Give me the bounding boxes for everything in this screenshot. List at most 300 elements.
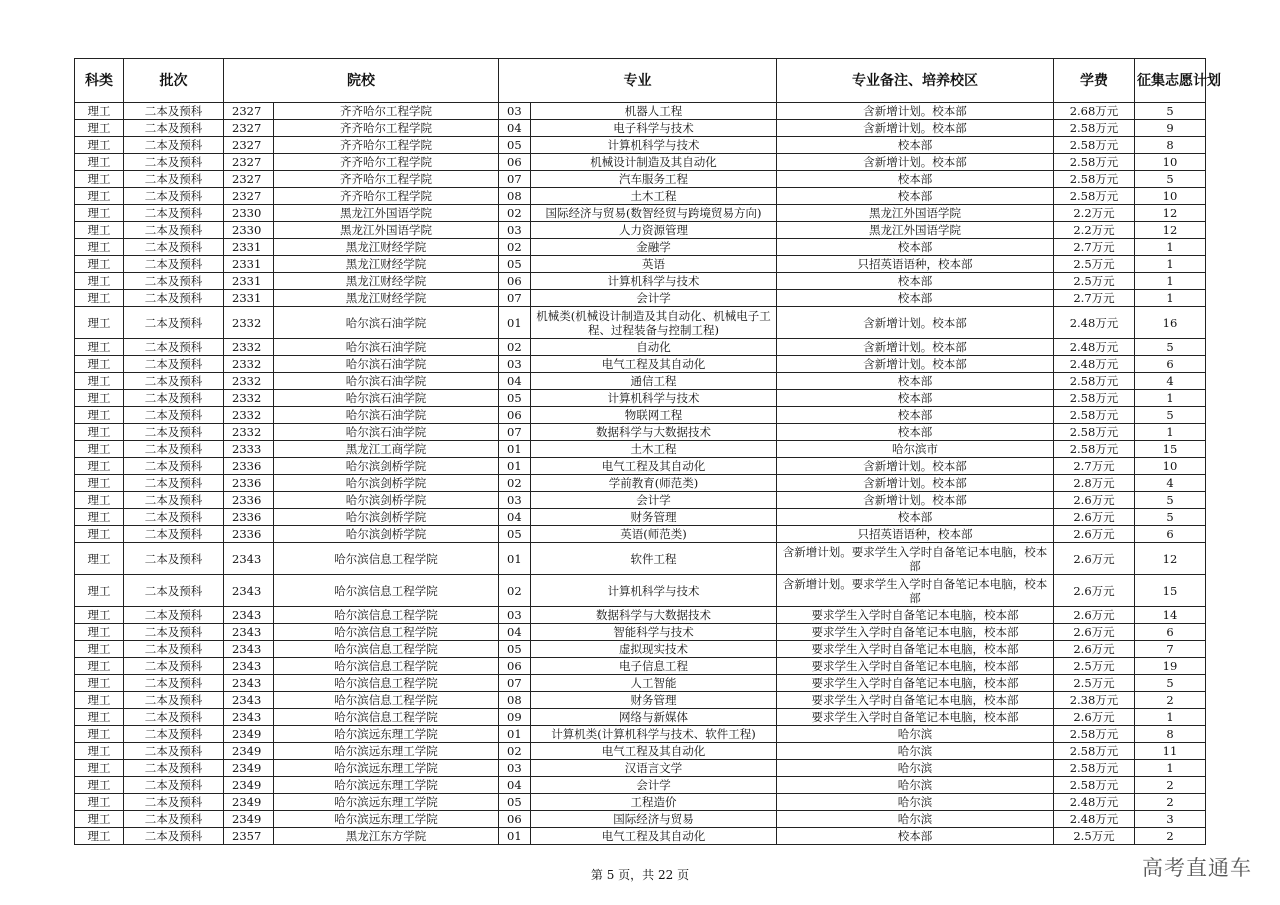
cell-pici: 二本及预科 <box>124 743 224 760</box>
cell-kelei: 理工 <box>75 543 124 575</box>
cell-plan: 7 <box>1135 641 1206 658</box>
cell-fee: 2.48万元 <box>1054 811 1135 828</box>
cell-fee: 2.6万元 <box>1054 575 1135 607</box>
cell-school-code: 2343 <box>224 624 274 641</box>
cell-major: 财务管理 <box>531 692 777 709</box>
cell-school: 哈尔滨远东理工学院 <box>274 760 499 777</box>
cell-school: 黑龙江财经学院 <box>274 290 499 307</box>
cell-pici: 二本及预科 <box>124 811 224 828</box>
cell-major-code: 06 <box>499 811 531 828</box>
cell-pici: 二本及预科 <box>124 692 224 709</box>
table-row <box>75 458 1206 475</box>
cell-major-code: 02 <box>499 205 531 222</box>
cell-major-code: 05 <box>499 794 531 811</box>
table-row <box>75 692 1206 709</box>
cell-school: 哈尔滨信息工程学院 <box>274 709 499 726</box>
cell-major: 财务管理 <box>531 509 777 526</box>
cell-major-code: 01 <box>499 828 531 845</box>
cell-note: 哈尔滨 <box>777 743 1054 760</box>
cell-plan: 1 <box>1135 760 1206 777</box>
cell-school-code: 2343 <box>224 675 274 692</box>
cell-fee: 2.58万元 <box>1054 120 1135 137</box>
table-row <box>75 509 1206 526</box>
table-row <box>75 188 1206 205</box>
table-row <box>75 641 1206 658</box>
cell-kelei: 理工 <box>75 828 124 845</box>
admission-table <box>74 58 1221 845</box>
cell-kelei: 理工 <box>75 726 124 743</box>
cell-fee: 2.58万元 <box>1054 188 1135 205</box>
cell-major: 数据科学与大数据技术 <box>531 424 777 441</box>
cell-kelei: 理工 <box>75 307 124 339</box>
cell-school: 齐齐哈尔工程学院 <box>274 120 499 137</box>
cell-school: 哈尔滨石油学院 <box>274 390 499 407</box>
cell-major: 金融学 <box>531 239 777 256</box>
cell-plan: 6 <box>1135 526 1206 543</box>
cell-school-code: 2327 <box>224 171 274 188</box>
cell-fee: 2.48万元 <box>1054 356 1135 373</box>
cell-major: 国际经济与贸易 <box>531 811 777 828</box>
cell-plan: 2 <box>1135 794 1206 811</box>
cell-school-code: 2336 <box>224 475 274 492</box>
cell-major: 工程造价 <box>531 794 777 811</box>
cell-fee: 2.48万元 <box>1054 307 1135 339</box>
cell-note: 哈尔滨 <box>777 811 1054 828</box>
cell-school: 哈尔滨信息工程学院 <box>274 675 499 692</box>
cell-kelei: 理工 <box>75 290 124 307</box>
cell-school: 哈尔滨信息工程学院 <box>274 641 499 658</box>
cell-kelei: 理工 <box>75 407 124 424</box>
cell-major: 会计学 <box>531 492 777 509</box>
cell-school-code: 2349 <box>224 794 274 811</box>
cell-plan: 4 <box>1135 475 1206 492</box>
cell-pici: 二本及预科 <box>124 137 224 154</box>
cell-school-code: 2343 <box>224 575 274 607</box>
cell-note: 含新增计划。要求学生入学时自备笔记本电脑，校本部 <box>777 575 1054 607</box>
cell-major-code: 06 <box>499 658 531 675</box>
cell-fee: 2.6万元 <box>1054 624 1135 641</box>
cell-major-code: 07 <box>499 424 531 441</box>
header-row <box>75 59 1206 103</box>
cell-school-code: 2331 <box>224 239 274 256</box>
cell-major-code: 05 <box>499 526 531 543</box>
cell-kelei: 理工 <box>75 103 124 120</box>
cell-school-code: 2327 <box>224 137 274 154</box>
cell-major: 计算机科学与技术 <box>531 575 777 607</box>
cell-pici: 二本及预科 <box>124 373 224 390</box>
cell-major: 电气工程及其自动化 <box>531 356 777 373</box>
cell-school: 哈尔滨远东理工学院 <box>274 777 499 794</box>
cell-school-code: 2332 <box>224 307 274 339</box>
cell-major: 人力资源管理 <box>531 222 777 239</box>
cell-fee: 2.58万元 <box>1054 137 1135 154</box>
cell-major: 网络与新媒体 <box>531 709 777 726</box>
cell-pici: 二本及预科 <box>124 624 224 641</box>
cell-school: 哈尔滨石油学院 <box>274 373 499 390</box>
cell-plan: 1 <box>1135 239 1206 256</box>
cell-kelei: 理工 <box>75 339 124 356</box>
cell-kelei: 理工 <box>75 273 124 290</box>
cell-kelei: 理工 <box>75 239 124 256</box>
cell-major-code: 05 <box>499 137 531 154</box>
cell-school-code: 2330 <box>224 222 274 239</box>
table-row <box>75 120 1206 137</box>
cell-note: 校本部 <box>777 390 1054 407</box>
cell-school: 哈尔滨剑桥学院 <box>274 526 499 543</box>
cell-school: 哈尔滨剑桥学院 <box>274 509 499 526</box>
cell-plan: 5 <box>1135 171 1206 188</box>
cell-school: 哈尔滨远东理工学院 <box>274 726 499 743</box>
table-row <box>75 543 1206 575</box>
cell-fee: 2.48万元 <box>1054 339 1135 356</box>
cell-plan: 1 <box>1135 290 1206 307</box>
cell-school-code: 2343 <box>224 607 274 624</box>
cell-school: 哈尔滨石油学院 <box>274 307 499 339</box>
table-row <box>75 726 1206 743</box>
table-row <box>75 103 1206 120</box>
cell-school-code: 2336 <box>224 492 274 509</box>
cell-major-code: 07 <box>499 290 531 307</box>
cell-school-code: 2332 <box>224 424 274 441</box>
cell-pici: 二本及预科 <box>124 475 224 492</box>
cell-school: 哈尔滨信息工程学院 <box>274 624 499 641</box>
cell-note: 含新增计划。校本部 <box>777 458 1054 475</box>
table-row <box>75 675 1206 692</box>
cell-note: 含新增计划。校本部 <box>777 103 1054 120</box>
cell-pici: 二本及预科 <box>124 307 224 339</box>
cell-pici: 二本及预科 <box>124 390 224 407</box>
cell-pici: 二本及预科 <box>124 658 224 675</box>
cell-major: 英语(师范类) <box>531 526 777 543</box>
cell-major-code: 03 <box>499 607 531 624</box>
cell-pici: 二本及预科 <box>124 171 224 188</box>
cell-school-code: 2332 <box>224 356 274 373</box>
cell-fee: 2.58万元 <box>1054 390 1135 407</box>
cell-note: 校本部 <box>777 188 1054 205</box>
cell-major-code: 08 <box>499 188 531 205</box>
table-row <box>75 373 1206 390</box>
header-fee: 学费 <box>1054 59 1135 103</box>
table-row <box>75 256 1206 273</box>
cell-school: 哈尔滨剑桥学院 <box>274 492 499 509</box>
cell-school-code: 2332 <box>224 339 274 356</box>
cell-pici: 二本及预科 <box>124 188 224 205</box>
cell-kelei: 理工 <box>75 658 124 675</box>
cell-plan: 3 <box>1135 811 1206 828</box>
cell-kelei: 理工 <box>75 709 124 726</box>
cell-pici: 二本及预科 <box>124 239 224 256</box>
cell-plan: 8 <box>1135 726 1206 743</box>
cell-school: 哈尔滨信息工程学院 <box>274 607 499 624</box>
cell-school-code: 2343 <box>224 641 274 658</box>
table-row <box>75 658 1206 675</box>
cell-major: 人工智能 <box>531 675 777 692</box>
cell-kelei: 理工 <box>75 154 124 171</box>
cell-major-code: 07 <box>499 675 531 692</box>
cell-major: 软件工程 <box>531 543 777 575</box>
cell-fee: 2.58万元 <box>1054 154 1135 171</box>
cell-school-code: 2357 <box>224 828 274 845</box>
cell-fee: 2.58万元 <box>1054 441 1135 458</box>
cell-school: 齐齐哈尔工程学院 <box>274 171 499 188</box>
cell-pici: 二本及预科 <box>124 407 224 424</box>
cell-major: 计算机科学与技术 <box>531 390 777 407</box>
cell-major: 电气工程及其自动化 <box>531 743 777 760</box>
cell-note: 哈尔滨市 <box>777 441 1054 458</box>
cell-plan: 5 <box>1135 339 1206 356</box>
cell-school: 哈尔滨信息工程学院 <box>274 543 499 575</box>
cell-fee: 2.2万元 <box>1054 222 1135 239</box>
cell-school-code: 2349 <box>224 811 274 828</box>
cell-fee: 2.58万元 <box>1054 743 1135 760</box>
cell-plan: 1 <box>1135 390 1206 407</box>
cell-fee: 2.6万元 <box>1054 543 1135 575</box>
cell-major: 汉语言文学 <box>531 760 777 777</box>
cell-fee: 2.8万元 <box>1054 475 1135 492</box>
cell-note: 要求学生入学时自备笔记本电脑，校本部 <box>777 675 1054 692</box>
table-row <box>75 526 1206 543</box>
cell-school: 齐齐哈尔工程学院 <box>274 103 499 120</box>
cell-major-code: 02 <box>499 239 531 256</box>
cell-school: 哈尔滨远东理工学院 <box>274 794 499 811</box>
cell-school: 哈尔滨石油学院 <box>274 339 499 356</box>
cell-note: 校本部 <box>777 137 1054 154</box>
cell-fee: 2.7万元 <box>1054 239 1135 256</box>
cell-school-code: 2343 <box>224 658 274 675</box>
table-row <box>75 575 1206 607</box>
cell-fee: 2.58万元 <box>1054 726 1135 743</box>
cell-school-code: 2349 <box>224 760 274 777</box>
cell-pici: 二本及预科 <box>124 828 224 845</box>
cell-school: 哈尔滨剑桥学院 <box>274 475 499 492</box>
cell-school-code: 2327 <box>224 103 274 120</box>
cell-kelei: 理工 <box>75 137 124 154</box>
cell-school-code: 2331 <box>224 290 274 307</box>
cell-fee: 2.5万元 <box>1054 828 1135 845</box>
cell-major-code: 02 <box>499 743 531 760</box>
table-row <box>75 171 1206 188</box>
table-row <box>75 794 1206 811</box>
table-row <box>75 607 1206 624</box>
cell-kelei: 理工 <box>75 120 124 137</box>
table-row <box>75 709 1206 726</box>
cell-plan: 2 <box>1135 777 1206 794</box>
table-row <box>75 828 1206 845</box>
cell-plan: 10 <box>1135 188 1206 205</box>
cell-pici: 二本及预科 <box>124 641 224 658</box>
cell-major-code: 05 <box>499 390 531 407</box>
cell-plan: 8 <box>1135 137 1206 154</box>
cell-fee: 2.58万元 <box>1054 777 1135 794</box>
cell-plan: 5 <box>1135 407 1206 424</box>
table-row <box>75 239 1206 256</box>
cell-school: 哈尔滨石油学院 <box>274 356 499 373</box>
cell-pici: 二本及预科 <box>124 103 224 120</box>
cell-major: 会计学 <box>531 290 777 307</box>
cell-major-code: 07 <box>499 171 531 188</box>
cell-pici: 二本及预科 <box>124 290 224 307</box>
cell-kelei: 理工 <box>75 811 124 828</box>
cell-school-code: 2327 <box>224 120 274 137</box>
cell-note: 要求学生入学时自备笔记本电脑，校本部 <box>777 709 1054 726</box>
cell-major-code: 09 <box>499 709 531 726</box>
cell-school: 齐齐哈尔工程学院 <box>274 188 499 205</box>
cell-fee: 2.58万元 <box>1054 373 1135 390</box>
cell-pici: 二本及预科 <box>124 794 224 811</box>
cell-plan: 12 <box>1135 205 1206 222</box>
cell-kelei: 理工 <box>75 794 124 811</box>
cell-major-code: 04 <box>499 120 531 137</box>
table-row <box>75 475 1206 492</box>
cell-note: 含新增计划。校本部 <box>777 120 1054 137</box>
cell-kelei: 理工 <box>75 222 124 239</box>
cell-major-code: 05 <box>499 641 531 658</box>
cell-note: 含新增计划。校本部 <box>777 154 1054 171</box>
cell-pici: 二本及预科 <box>124 509 224 526</box>
cell-kelei: 理工 <box>75 692 124 709</box>
cell-major: 土木工程 <box>531 188 777 205</box>
cell-kelei: 理工 <box>75 475 124 492</box>
cell-major: 虚拟现实技术 <box>531 641 777 658</box>
cell-note: 要求学生入学时自备笔记本电脑，校本部 <box>777 624 1054 641</box>
cell-fee: 2.58万元 <box>1054 171 1135 188</box>
table-row <box>75 811 1206 828</box>
cell-plan: 5 <box>1135 675 1206 692</box>
cell-pici: 二本及预科 <box>124 777 224 794</box>
cell-note: 哈尔滨 <box>777 777 1054 794</box>
cell-major: 自动化 <box>531 339 777 356</box>
header-major: 专业 <box>499 59 777 103</box>
cell-major-code: 08 <box>499 692 531 709</box>
table-row <box>75 205 1206 222</box>
cell-note: 含新增计划。校本部 <box>777 339 1054 356</box>
cell-major-code: 02 <box>499 475 531 492</box>
cell-note: 校本部 <box>777 828 1054 845</box>
cell-fee: 2.5万元 <box>1054 273 1135 290</box>
cell-pici: 二本及预科 <box>124 492 224 509</box>
cell-major-code: 04 <box>499 624 531 641</box>
cell-pici: 二本及预科 <box>124 273 224 290</box>
cell-fee: 2.6万元 <box>1054 509 1135 526</box>
table-row <box>75 390 1206 407</box>
cell-school-code: 2343 <box>224 709 274 726</box>
cell-major: 智能科学与技术 <box>531 624 777 641</box>
cell-major-code: 06 <box>499 273 531 290</box>
table-row <box>75 441 1206 458</box>
cell-note: 校本部 <box>777 171 1054 188</box>
cell-note: 含新增计划。校本部 <box>777 307 1054 339</box>
cell-major-code: 04 <box>499 373 531 390</box>
cell-plan: 1 <box>1135 709 1206 726</box>
cell-school-code: 2332 <box>224 373 274 390</box>
cell-fee: 2.7万元 <box>1054 458 1135 475</box>
cell-kelei: 理工 <box>75 424 124 441</box>
cell-major: 物联网工程 <box>531 407 777 424</box>
cell-plan: 1 <box>1135 273 1206 290</box>
cell-major-code: 02 <box>499 339 531 356</box>
cell-major: 电气工程及其自动化 <box>531 458 777 475</box>
table-row <box>75 154 1206 171</box>
cell-pici: 二本及预科 <box>124 120 224 137</box>
cell-note: 只招英语语种，校本部 <box>777 256 1054 273</box>
cell-major: 电子信息工程 <box>531 658 777 675</box>
cell-pici: 二本及预科 <box>124 575 224 607</box>
cell-pici: 二本及预科 <box>124 526 224 543</box>
cell-kelei: 理工 <box>75 575 124 607</box>
table-body <box>75 103 1206 845</box>
cell-major-code: 06 <box>499 407 531 424</box>
cell-school: 哈尔滨信息工程学院 <box>274 575 499 607</box>
cell-major: 会计学 <box>531 777 777 794</box>
cell-pici: 二本及预科 <box>124 458 224 475</box>
cell-pici: 二本及预科 <box>124 222 224 239</box>
table-row <box>75 273 1206 290</box>
cell-school: 黑龙江东方学院 <box>274 828 499 845</box>
cell-plan: 2 <box>1135 692 1206 709</box>
cell-school-code: 2349 <box>224 726 274 743</box>
cell-major: 计算机科学与技术 <box>531 273 777 290</box>
cell-plan: 2 <box>1135 828 1206 845</box>
cell-fee: 2.2万元 <box>1054 205 1135 222</box>
cell-major-code: 01 <box>499 543 531 575</box>
cell-note: 要求学生入学时自备笔记本电脑，校本部 <box>777 658 1054 675</box>
cell-plan: 5 <box>1135 509 1206 526</box>
cell-fee: 2.58万元 <box>1054 760 1135 777</box>
cell-note: 含新增计划。校本部 <box>777 356 1054 373</box>
cell-note: 含新增计划。要求学生入学时自备笔记本电脑，校本部 <box>777 543 1054 575</box>
table-row <box>75 339 1206 356</box>
cell-kelei: 理工 <box>75 356 124 373</box>
page-footer: 第 5 页，共 22 页 <box>590 868 690 882</box>
cell-school: 哈尔滨远东理工学院 <box>274 743 499 760</box>
cell-school: 哈尔滨剑桥学院 <box>274 458 499 475</box>
cell-school-code: 2343 <box>224 543 274 575</box>
cell-fee: 2.5万元 <box>1054 658 1135 675</box>
cell-fee: 2.6万元 <box>1054 641 1135 658</box>
cell-fee: 2.38万元 <box>1054 692 1135 709</box>
cell-note: 校本部 <box>777 509 1054 526</box>
cell-major: 土木工程 <box>531 441 777 458</box>
cell-major-code: 04 <box>499 777 531 794</box>
cell-school: 哈尔滨远东理工学院 <box>274 811 499 828</box>
cell-note: 校本部 <box>777 407 1054 424</box>
cell-school: 哈尔滨信息工程学院 <box>274 658 499 675</box>
cell-major-code: 05 <box>499 256 531 273</box>
cell-kelei: 理工 <box>75 777 124 794</box>
cell-note: 要求学生入学时自备笔记本电脑，校本部 <box>777 692 1054 709</box>
cell-plan: 15 <box>1135 575 1206 607</box>
cell-major: 电气工程及其自动化 <box>531 828 777 845</box>
cell-plan: 16 <box>1135 307 1206 339</box>
cell-note: 要求学生入学时自备笔记本电脑，校本部 <box>777 607 1054 624</box>
cell-major-code: 03 <box>499 760 531 777</box>
cell-note: 要求学生入学时自备笔记本电脑，校本部 <box>777 641 1054 658</box>
cell-pici: 二本及预科 <box>124 726 224 743</box>
cell-major-code: 03 <box>499 492 531 509</box>
cell-school: 黑龙江外国语学院 <box>274 222 499 239</box>
cell-kelei: 理工 <box>75 256 124 273</box>
cell-kelei: 理工 <box>75 441 124 458</box>
table-row <box>75 137 1206 154</box>
cell-pici: 二本及预科 <box>124 760 224 777</box>
table-row <box>75 760 1206 777</box>
cell-school-code: 2336 <box>224 458 274 475</box>
cell-kelei: 理工 <box>75 390 124 407</box>
table-row <box>75 222 1206 239</box>
cell-major: 计算机类(计算机科学与技术、软件工程) <box>531 726 777 743</box>
cell-pici: 二本及预科 <box>124 543 224 575</box>
table-row <box>75 492 1206 509</box>
